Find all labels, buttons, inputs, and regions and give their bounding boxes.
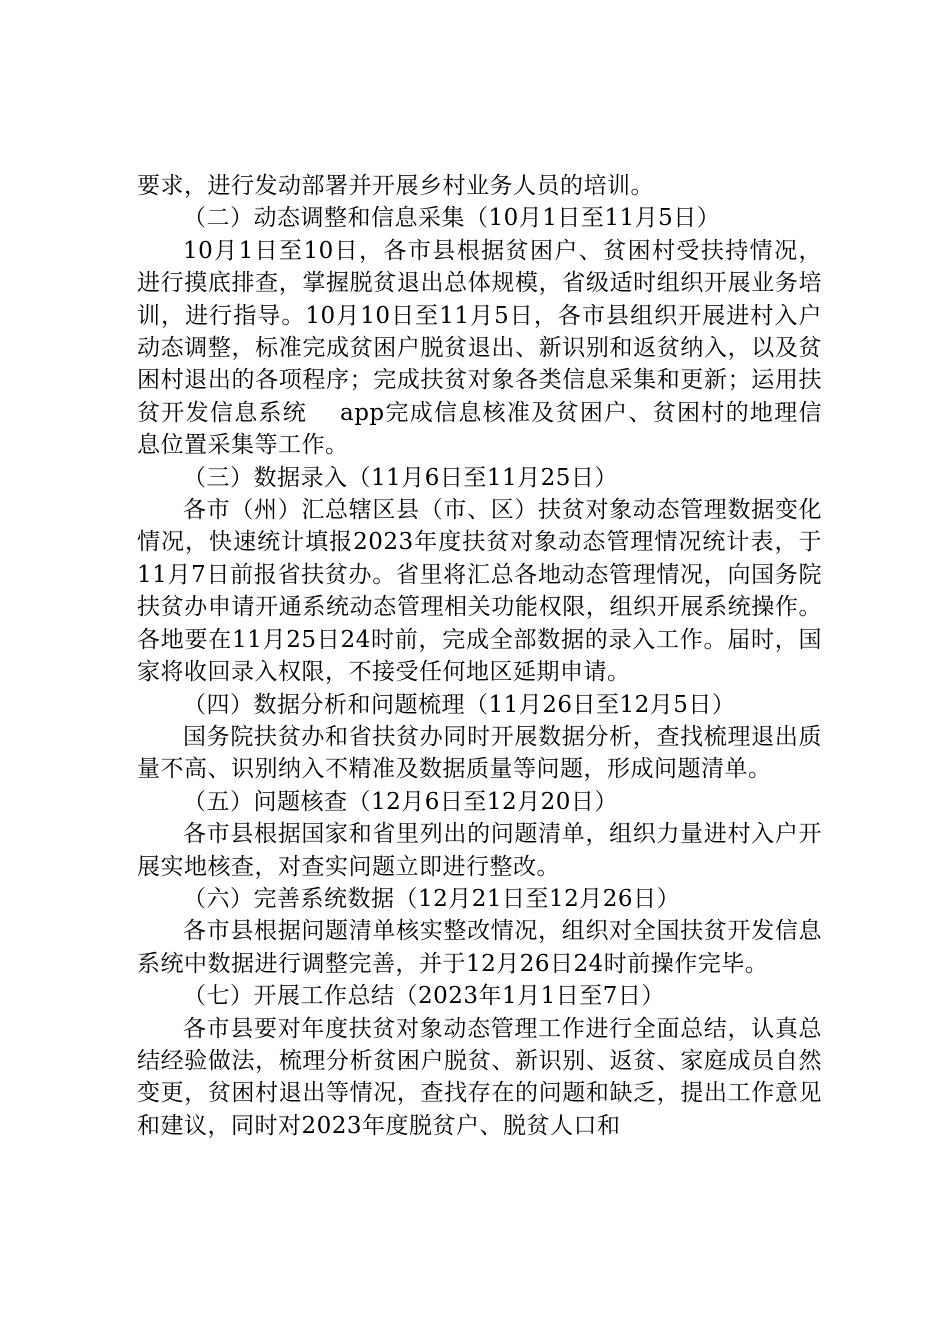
paragraph-3: 各市（州）汇总辖区县（市、区）扶贫对象动态管理数据变化情况，快速统计填报2023年度扶贫对象动态管理情况统计表，于11月7日前报省扶贫办。省里将汇总各地动态管理情况，向国务院扶贫办申请开通系统动态管理相关功能权限，组织开展系统操作。各地要在11月25日24时前，完成全部数据的录入工作。届时，国家将收回录入权限，不接受任何地区延期申请。 <box>137 497 822 686</box>
document-body <box>137 170 822 1142</box>
section-heading-6: （六）完善系统数据（12月21日至12月26日） <box>183 885 681 912</box>
paragraph-continued: 要求，进行发动部署并开展乡村业务人员的培训。 <box>137 173 654 199</box>
paragraph-6: 各市县根据问题清单核实整改情况，组织对全国扶贫开发信息系统中数据进行调整完善，并于12月26日24时前操作完毕。 <box>137 918 822 977</box>
section-heading-5: （五）问题核查（12月6日至12月20日） <box>183 788 618 815</box>
paragraph-4: 国务院扶贫办和省扶贫办同时开展数据分析，查找梳理退出质量不高、识别纳入不精准及数据质量等问题，形成问题清单。 <box>137 723 822 783</box>
paragraph-7: 各市县要对年度扶贫对象动态管理工作进行全面总结，认真总结经验做法，梳理分析贫困户脱贫、新识别、返贫、家庭成员自然变更，贫困村退出等情况，查找存在的问题和缺乏，提出工作意见和建议，同时对2023年度脱贫户、脱贫人口和 <box>137 1015 822 1139</box>
section-heading-3: （三）数据录入（11月6日至11月25日） <box>183 464 618 491</box>
section-heading-4: （四）数据分析和问题梳理（11月26日至12月5日） <box>183 691 736 718</box>
section-heading-7: （七）开展工作总结（2023年1月1日至7日） <box>183 983 665 1010</box>
paragraph-5: 各市县根据国家和省里列出的问题清单，组织力量进村入户开展实地核查，对查实问题立即进行整改。 <box>137 821 822 880</box>
section-heading-2: （二）动态调整和信息采集（10月1日至11月5日） <box>183 205 721 232</box>
paragraph-2: 10月1日至10日，各市县根据贫困户、贫困村受扶持情况，进行摸底排查，掌握脱贫退出总体规模，省级适时组织开展业务培训，进行指导。10月10日至11月5日，各市县组织开展进村入户动态调整，标准完成贫困户脱贫退出、新识别和返贫纳入，以及贫困村退出的各项程序；完成扶贫对象各类信息采集和更新；运用扶贫开发信息系统 app完成信息核准及贫困户、贫困村的地理信息位置采集等工作。 <box>137 237 822 459</box>
